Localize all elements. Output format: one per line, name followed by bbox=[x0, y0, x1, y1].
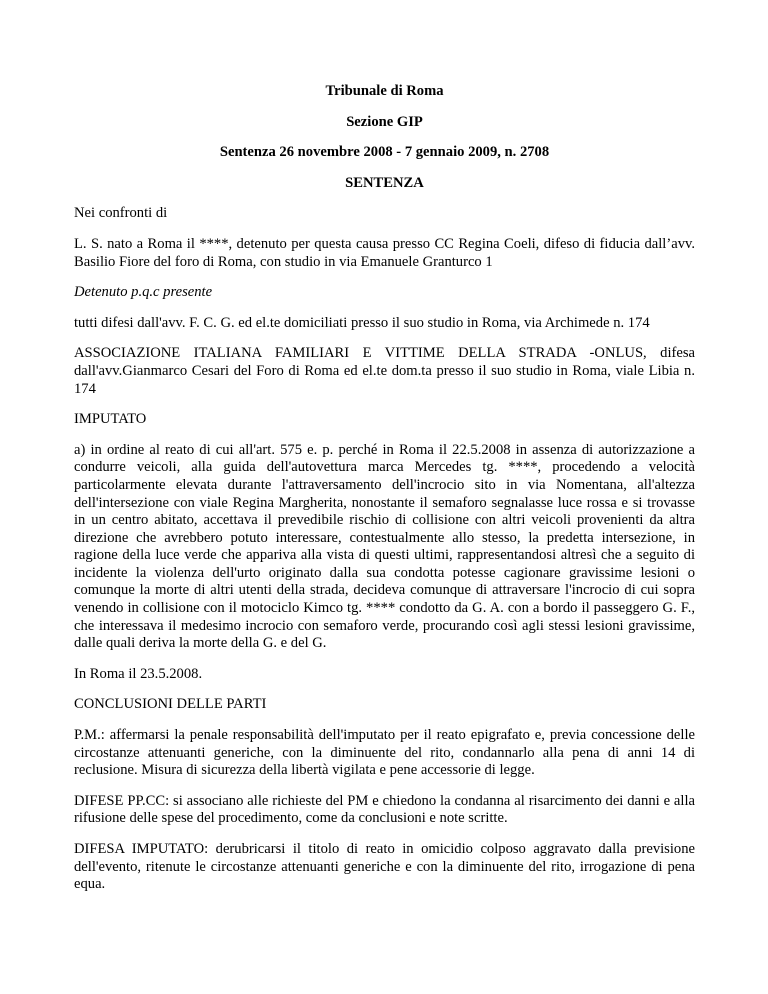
conclusions-heading: CONCLUSIONI DELLE PARTI bbox=[74, 696, 267, 713]
intro-paragraph: Nei confronti di bbox=[74, 205, 168, 222]
association-paragraph: ASSOCIAZIONE ITALIANA FAMILIARI E VITTIME DELLA STRADA -ONLUS, difesa dall'avv.Gianmarco Cesari del Foro di Roma ed el.te dom.ta presso il suo studio in Roma, viale Libia n. 174 bbox=[74, 345, 695, 397]
court-section: Sezione GIP bbox=[346, 113, 423, 130]
detention-note: Detenuto p.q.c presente bbox=[74, 284, 213, 301]
place-date-paragraph: In Roma il 23.5.2008. bbox=[74, 665, 203, 682]
court-name: Tribunale di Roma bbox=[325, 83, 444, 99]
defense-conclusions-paragraph: DIFESA IMPUTATO: derubricarsi il titolo di reato in omicidio colposo aggravato dalla previsione dell'evento, ritenute le circostanze attenuanti generiche e con la diminuente del rito, irrogazione di pena equa. bbox=[74, 841, 695, 893]
prosecutor-paragraph: P.M.: affermarsi la penale responsabilità dell'imputato per il reato epigrafato e, previa concessione delle circostanze attenuanti generiche, con la diminuente del rito, condannarlo alla pena di anni 14 di reclusione. Misura di sicurezza della libertà vigilata e pene accessorie di legge. bbox=[74, 727, 695, 779]
charge-paragraph: a) in ordine al reato di cui all'art. 575 e. p. perché in Roma il 22.5.2008 in assenza di autorizzazione a condurre veicoli, alla guida dell'autovettura marca Mercedes tg. ****, procedendo a velocità particolarmente elevata durante l'attraversamento dell'incrocio sito in via Nomentana, all'altezza dell'intersezione con viale Regina Margherita, nonostante il semaforo segnalasse luce rossa e si trovasse in un centro abitato, accettava il prevedibile rischio di collisione con altri veicoli provenienti da altra direzione che avrebbero potuto interessare, contestualmente allo stesso, la predetta intersezione, in ragione della luce verde che appariva alla vista di questi ultimi, rappresentandosi altresì che a seguito di incidente la violenza dell'urto originato dalla sua condotta potesse cagionare gravissime lesioni o comunque la morte di altri utenti della strada, decideva comunque di attraversare l'incrocio di cui sopra venendo in collisione con il motociclo Kimco tg. **** condotto da G. A. con a bordo il passeggero G. F., che interessava il medesimo incrocio con semaforo verde, procurando così agli stessi lesioni gravissime, dalle quali deriva la morte della G. e del G. bbox=[74, 441, 695, 652]
charge-heading: IMPUTATO bbox=[74, 411, 147, 428]
defense-paragraph: tutti difesi dall'avv. F. C. G. ed el.te domiciliati presso il suo studio in Roma, via Archimede n. 174 bbox=[74, 314, 650, 331]
civil-parties-paragraph: DIFESE PP.CC: si associano alle richieste del PM e chiedono la condanna al risarcimento dei danni e alla rifusione delle spese del procedimento, come da conclusioni e note scritte. bbox=[74, 792, 695, 827]
document-page bbox=[74, 83, 695, 907]
judgment-reference: Sentenza 26 novembre 2008 - 7 gennaio 2009, n. 2708 bbox=[219, 144, 550, 161]
defendant-paragraph: L. S. nato a Roma il ****, detenuto per questa causa presso CC Regina Coeli, difeso di fiducia dall’avv. Basilio Fiore del foro di Roma, con studio in via Emanuele Granturco 1 bbox=[74, 235, 695, 270]
document-type: SENTENZA bbox=[345, 174, 424, 191]
